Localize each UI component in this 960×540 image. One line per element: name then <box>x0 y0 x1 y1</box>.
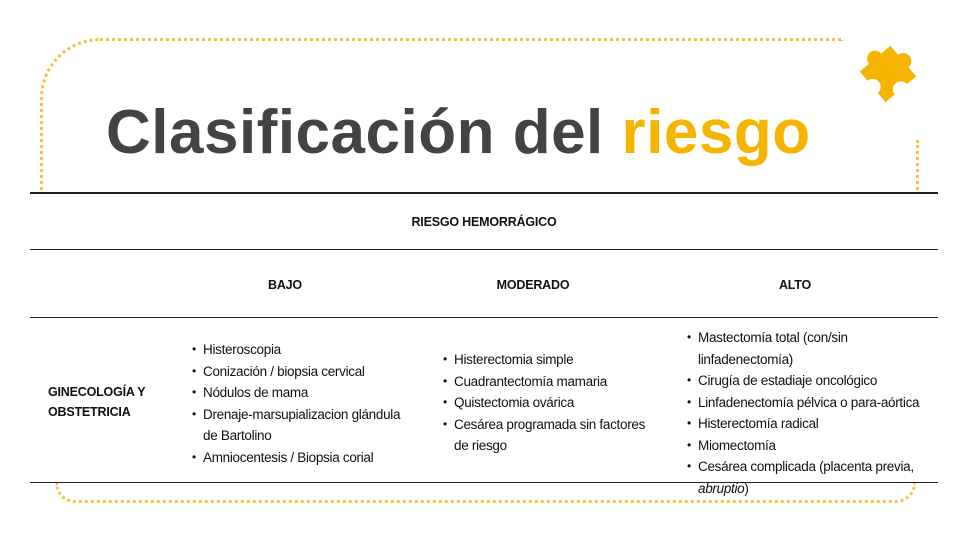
list-item: • Drenaje-marsupializacion glándula de Bartolino <box>192 404 407 447</box>
table-rule-top <box>30 192 938 194</box>
moderado-list <box>443 349 658 457</box>
list-item: • Miomectomía <box>687 435 937 457</box>
bajo-list <box>192 339 407 468</box>
alto-list <box>687 327 937 499</box>
title-accent: riesgo <box>621 98 811 167</box>
title-main: Clasificación del <box>106 98 622 167</box>
table-rule-columns <box>30 317 938 318</box>
row-label: GINECOLOGÍA Y OBSTETRICIA <box>48 385 146 419</box>
column-header-moderado: MODERADO <box>496 278 570 292</box>
table-rule-header <box>30 249 938 250</box>
list-item-last <box>687 456 937 499</box>
column-header-alto: ALTO <box>778 278 812 292</box>
decorative-dotted-frame-right <box>916 140 919 190</box>
list-item: • Nódulos de mama <box>192 382 407 404</box>
list-item: • Histerectomia simple <box>443 349 658 371</box>
list-item: • Linfadenectomía pélvica o para-aórtica <box>687 392 937 414</box>
list-item-text: Cesárea complicada (placenta previa, <box>698 459 914 474</box>
list-item: • Cirugía de estadiaje oncológico <box>687 370 937 392</box>
list-item-close: ) <box>744 480 749 496</box>
list-item: • Amniocentesis / Biopsia corial <box>192 447 407 469</box>
list-item: • Histeroscopia <box>192 339 407 361</box>
column-header-bajo: BAJO <box>268 278 302 292</box>
puzzle-piece-icon <box>838 24 938 124</box>
table-header: RIESGO HEMORRÁGICO <box>411 215 557 229</box>
list-item: • Histerectomía radical <box>687 413 937 435</box>
list-item-italic: abruptio <box>698 480 745 496</box>
page-title <box>106 98 811 167</box>
list-item: • Cuadrantectomía mamaria <box>443 371 658 393</box>
list-item: • Conización / biopsia cervical <box>192 361 407 383</box>
list-item: • Cesárea programada sin factores de riesgo <box>443 414 658 457</box>
list-item: • Mastectomía total (con/sin linfadenectomía) <box>687 327 937 370</box>
list-item: • Quistectomia ovárica <box>443 392 658 414</box>
